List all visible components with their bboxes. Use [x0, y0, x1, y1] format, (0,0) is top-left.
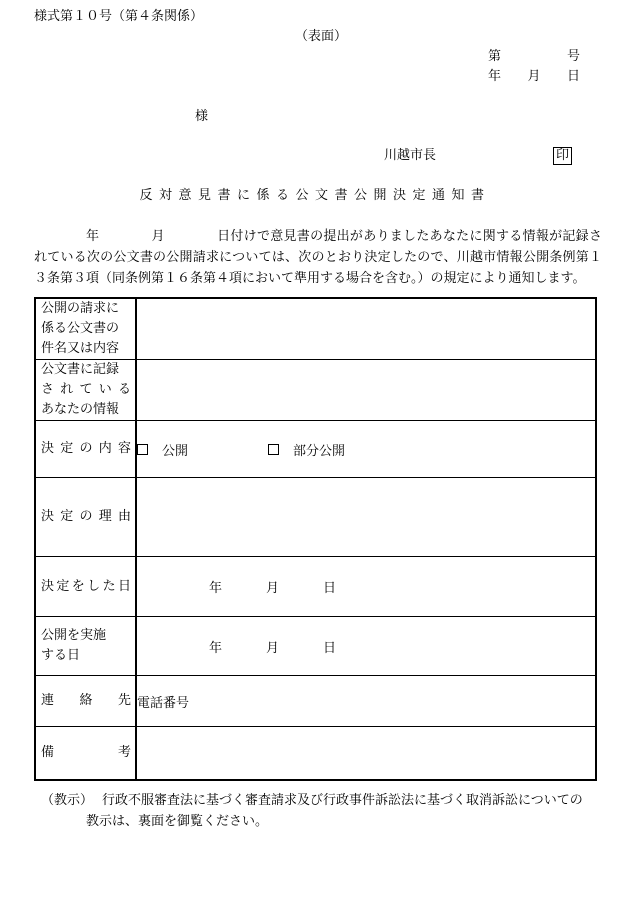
contact-label: 連 絡 先 — [35, 676, 136, 727]
issue-date — [488, 69, 580, 85]
document-title: 反対意見書に係る公文書公開決定通知書 — [139, 188, 491, 203]
row-recorded-info — [35, 360, 596, 421]
notice-paragraph — [34, 226, 602, 289]
row-disclosure-date — [35, 617, 596, 676]
document-number — [488, 49, 580, 65]
disclosure-date-label: 公開を実施 する日 — [35, 617, 136, 676]
row-request-subject — [35, 298, 596, 360]
option-partial-public[interactable]: 部分公開 — [268, 440, 345, 459]
instruction-text-line2: 教示は、裏面を御覧ください。 — [86, 814, 269, 829]
issue-date-month: 月 — [527, 69, 541, 84]
paragraph-year: 年 — [86, 229, 100, 244]
issue-date-day: 日 — [566, 69, 580, 84]
paragraph-text: 日付けで意見書の提出がありましたあなたに関する情報が記録されている次の公文書の公開請求については、次のとおり決定したので、川越市情報公開条例第１３条第３項（同条例第１６条第４項において準用する場合を含む。）の規定により通知します。 — [34, 229, 602, 286]
paragraph-month: 月 — [151, 229, 165, 244]
phone-number-label: 電話番号 — [137, 695, 190, 711]
issuer-name: 川越市長 — [384, 148, 437, 163]
number-prefix: 第 — [488, 49, 502, 64]
row-decision-content — [35, 421, 596, 478]
row-remarks — [35, 727, 596, 780]
seal-mark: 印 — [553, 147, 572, 165]
decision-content-label: 決 定 の 内 容 — [35, 421, 136, 478]
disclosure-date-field[interactable]: 年 月 日 — [136, 617, 596, 676]
remarks-field[interactable] — [136, 727, 596, 780]
option-public[interactable]: 公開 — [137, 440, 188, 459]
request-subject-label: 公開の請求に 係る公文書の 件名又は内容 — [35, 298, 136, 360]
row-decision-date — [35, 557, 596, 617]
notice-table — [34, 297, 597, 781]
remarks-label: 備 考 — [35, 727, 136, 780]
instruction-text-line1: 行政不服審査法に基づく審査請求及び行政事件訴訟法に基づく取消訴訟についての — [102, 793, 583, 808]
form-number: 様式第１０号（第４条関係） — [34, 9, 204, 24]
addressee-suffix: 様 — [195, 109, 209, 124]
row-contact — [35, 676, 596, 727]
recorded-info-label: 公文書に記録 さ れ て い る あなたの情報 — [35, 360, 136, 421]
checkbox-partial-public[interactable] — [268, 444, 279, 455]
number-suffix: 号 — [566, 49, 580, 64]
decision-date-label: 決 定 を し た 日 — [35, 557, 136, 617]
decision-content-field — [136, 421, 596, 478]
decision-date-field[interactable]: 年 月 日 — [136, 557, 596, 617]
instruction-label: （教示） — [41, 793, 94, 808]
request-subject-field[interactable] — [136, 298, 596, 360]
recorded-info-field[interactable] — [136, 360, 596, 421]
decision-reason-field[interactable] — [136, 478, 596, 557]
issue-date-year: 年 — [488, 69, 502, 84]
side-indicator: （表面） — [295, 29, 348, 44]
checkbox-public[interactable] — [137, 444, 148, 455]
decision-reason-label: 決 定 の 理 由 — [35, 478, 136, 557]
contact-field[interactable] — [136, 676, 596, 727]
row-decision-reason — [35, 478, 596, 557]
